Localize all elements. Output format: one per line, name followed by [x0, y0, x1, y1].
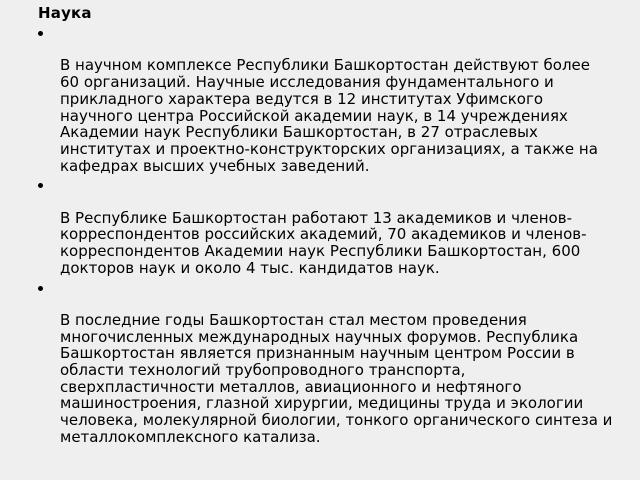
bullet-item: [38, 176, 616, 276]
bullet-dot-icon: [38, 183, 43, 188]
slide-title: Наука: [38, 4, 92, 22]
bullet-dot-icon: [38, 31, 43, 36]
bullet-item: [38, 279, 616, 446]
bullet-dot-icon: [38, 286, 43, 291]
bullet-text: В Республике Башкортостан работают 13 академиков и членов-корреспондентов российских академий, 70 академиков и членов-корреспондентов Академии наук Республики Башкортостан, 600 докторов наук и около 4 тыс. кандидатов наук.: [60, 208, 587, 277]
bullet-item: [38, 24, 616, 174]
bullet-text: В научном комплексе Республики Башкортостан действуют более 60 организаций. Научные исследования фундаментального и прикладного характера ведутся в 12 институтах Уфимского научного центра Российской академии наук, в 14 учреждениях Академии наук Республики Башкортостан, в 27 отраслевых институтах и проектно-конструкторских организациях, а также на кафедрах высших учебных заведений.: [60, 56, 598, 175]
bullet-text: В последние годы Башкортостан стал местом проведения многочисленных международных научных форумов. Республика Башкортостан является признанным научным центром России в области технологий трубопроводного транспорта, сверхпластичности металлов, авиационного и нефтяного машиностроения, глазной хирургии, медицины труда и экологии человека, молекулярной биологии, тонкого органического синтеза и металлокомплексного катализа.: [60, 310, 613, 446]
bullet-list: [38, 24, 616, 446]
